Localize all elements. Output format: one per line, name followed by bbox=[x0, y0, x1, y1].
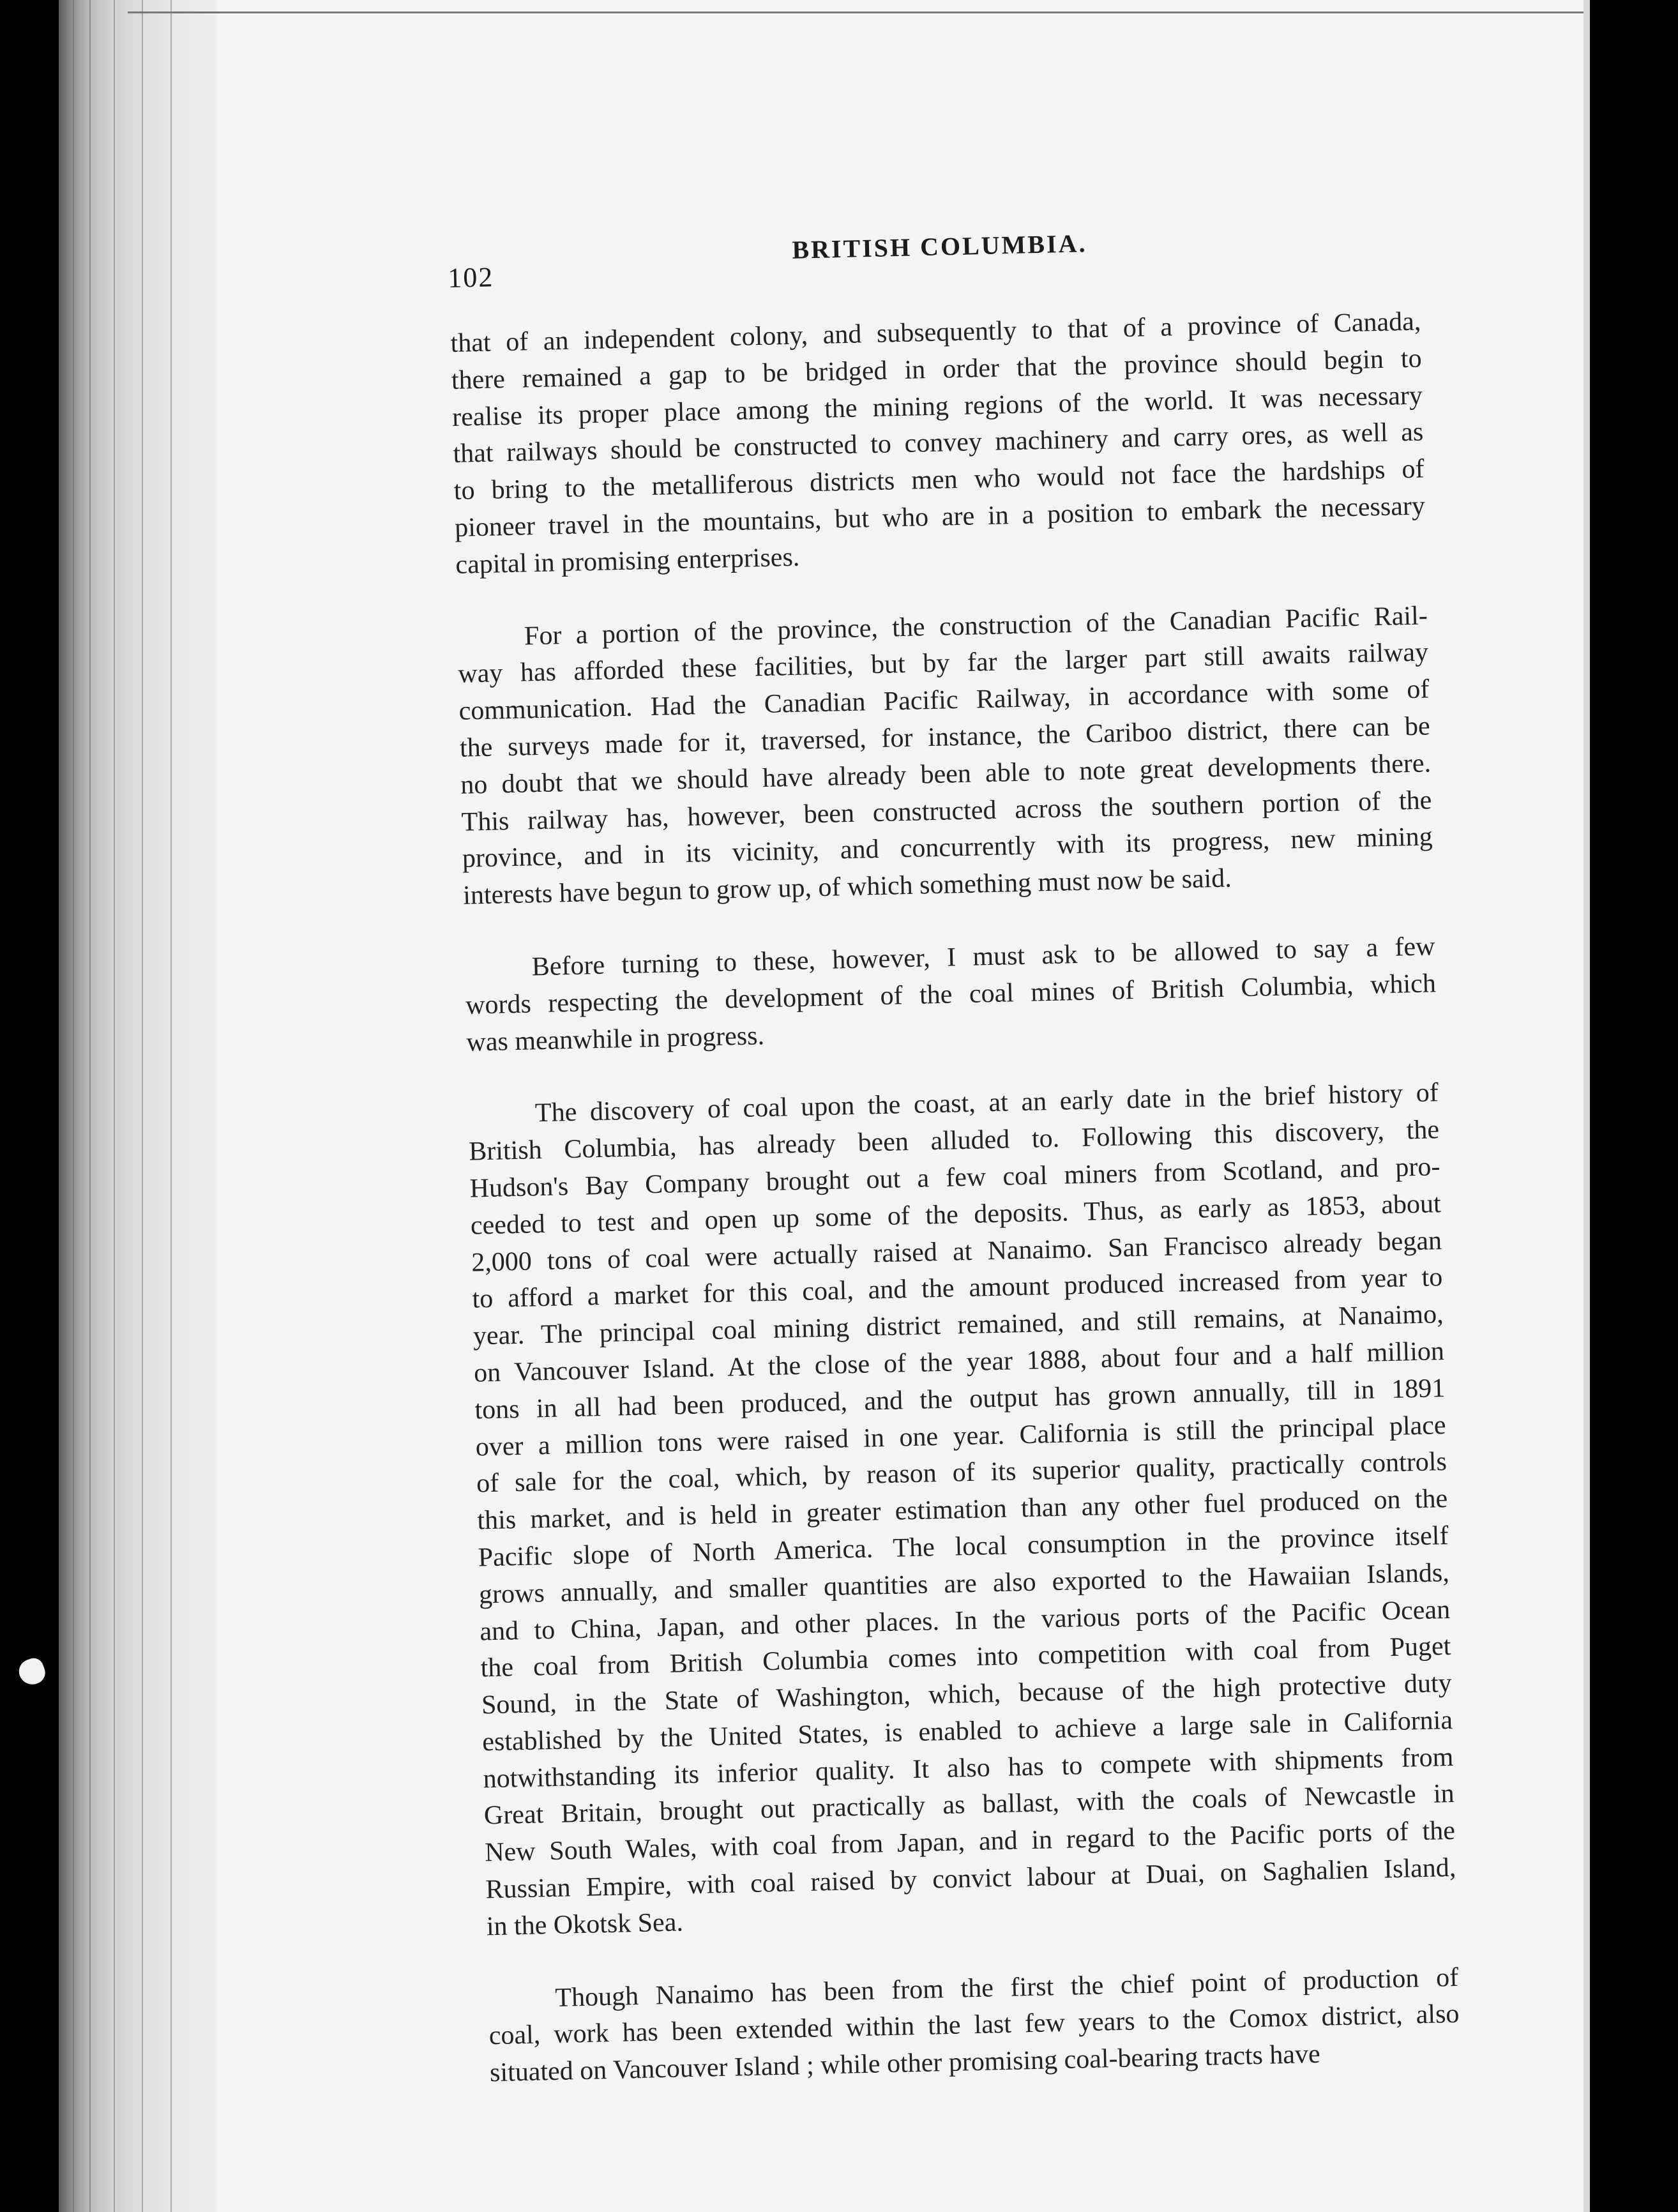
text-line: to bring to the metalliferous districts men who would not face the hardships of bbox=[453, 454, 1425, 506]
text-line: was meanwhile in progress. bbox=[465, 1020, 765, 1057]
text-line: notwithstanding its inferior quality. It also has to compete with shipments from bbox=[483, 1742, 1454, 1794]
page-edge-line bbox=[142, 0, 143, 2212]
text-line: on Vancouver Island. At the close of the year 1888, about four and a half million bbox=[473, 1337, 1445, 1388]
paragraph bbox=[488, 1960, 1461, 2093]
paragraph bbox=[467, 1075, 1457, 1946]
text-line: interests have begun to grow up, of which something must now be said. bbox=[462, 863, 1232, 911]
text-line: The discovery of coal upon the coast, at an early date in the brief history of bbox=[534, 1078, 1439, 1128]
page-edge-line bbox=[114, 0, 115, 2212]
text-line: situated on Vancouver Island ; while other promising coal-bearing tracts have bbox=[489, 2040, 1321, 2088]
text-line: Russian Empire, with coal raised by convict labour at Duai, on Saghalien Island, bbox=[485, 1852, 1456, 1905]
text-line: Pacific slope of North America. The local consumption in the province itself bbox=[478, 1520, 1449, 1573]
text-line: coal, work has been extended within the last few years to the Comox district, also bbox=[488, 1999, 1460, 2051]
text-line: Sound, in the State of Washington, which, because of the high protective duty bbox=[481, 1669, 1453, 1720]
text-line: province, and in its vicinity, and concurrently with its progress, new mining bbox=[462, 822, 1433, 874]
paragraph bbox=[457, 598, 1433, 915]
text-line: the surveys made for it, traversed, for instance, the Cariboo district, there can be bbox=[459, 711, 1431, 763]
scan-border-right bbox=[1590, 0, 1678, 2212]
text-line: British Columbia, has already been alluded to. Following this discovery, the bbox=[468, 1115, 1440, 1167]
page-edge-line bbox=[170, 0, 172, 2212]
text-line: year. The principal coal mining district remained, and still remains, at Nanaimo, bbox=[472, 1299, 1444, 1351]
text-line: of sale for the coal, which, by reason of its superior quality, practically controls bbox=[476, 1447, 1447, 1499]
page-top-edge bbox=[128, 11, 1584, 13]
page-stack-edges bbox=[59, 0, 225, 2212]
text-line: communication. Had the Canadian Pacific Railway, in accordance with some of bbox=[458, 674, 1430, 727]
scan-border-left bbox=[0, 0, 59, 2212]
text-line: tons in all had been produced, and the output has grown annually, till in 1891 bbox=[474, 1373, 1446, 1425]
text-line: that railways should be constructed to convey machinery and carry ores, as well as bbox=[453, 417, 1424, 469]
text-line: pioneer travel in the mountains, but who are in a position to embark the necessary bbox=[454, 491, 1426, 543]
text-line: established by the United States, is enabled to achieve a large sale in California bbox=[481, 1705, 1453, 1757]
body-text bbox=[450, 304, 1460, 2093]
running-title: BRITISH COLUMBIA. bbox=[791, 229, 1087, 264]
page-number: 102 bbox=[447, 261, 494, 294]
text-line: there remained a gap to be bridged in order that the province should begin to bbox=[451, 344, 1423, 395]
text-line: that of an independent colony, and subsequently to that of a province of Canada, bbox=[450, 307, 1421, 358]
page-edge-line bbox=[89, 0, 91, 2212]
text-line: Though Nanaimo has been from the first the chief point of production of bbox=[554, 1962, 1459, 2013]
text-line: over a million tons were raised in one year. California is still the principal place bbox=[475, 1410, 1446, 1462]
text-line: grows annually, and smaller quantities are also exported to the Hawaiian Islands, bbox=[478, 1557, 1450, 1610]
text-line: realise its proper place among the mining regions of the world. It was necessary bbox=[451, 381, 1423, 432]
page-edge-line bbox=[73, 0, 74, 2212]
text-line: For a portion of the province, the construction of the Canadian Pacific Rail- bbox=[524, 600, 1428, 651]
text-line: the coal from British Columbia comes into competition with coal from Puget bbox=[480, 1632, 1451, 1683]
text-line: in the Okotsk Sea. bbox=[486, 1907, 684, 1942]
text-line: New South Wales, with coal from Japan, and in regard to the Pacific ports of the bbox=[484, 1816, 1456, 1868]
paragraph bbox=[450, 304, 1426, 584]
text-line: and to China, Japan, and other places. In the various ports of the Pacific Ocean bbox=[479, 1595, 1451, 1646]
text-line: This railway has, however, been constructed across the southern portion of the bbox=[461, 785, 1432, 837]
text-line: to afford a market for this coal, and the amount produced increased from year to bbox=[472, 1262, 1443, 1314]
text-line: words respecting the development of the coal mines of British Columbia, which bbox=[465, 968, 1437, 1020]
text-line: way has afforded these facilities, but by far the larger part still awaits railway bbox=[457, 637, 1429, 690]
text-line: 2,000 tons of coal were actually raised at Nanaimo. San Francisco already began bbox=[471, 1225, 1442, 1278]
text-line: no doubt that we should have already been able to note great developments there. bbox=[460, 748, 1432, 800]
text-line: ceeded to test and open up some of the deposits. Thus, as early as 1853, about bbox=[470, 1188, 1442, 1241]
text-line: Before turning to these, however, I must ask to be allowed to say a few bbox=[531, 932, 1435, 982]
text-line: Great Britain, brought out practically as ballast, with the coals of Newcastle in bbox=[483, 1779, 1455, 1831]
text-line: Hudson's Bay Company brought out a few coal miners from Scotland, and pro- bbox=[469, 1152, 1440, 1204]
text-line: capital in promising enterprises. bbox=[455, 542, 800, 580]
paragraph bbox=[464, 928, 1437, 1061]
text-line: this market, and is held in greater estimation than any other fuel produced on the bbox=[476, 1484, 1448, 1536]
